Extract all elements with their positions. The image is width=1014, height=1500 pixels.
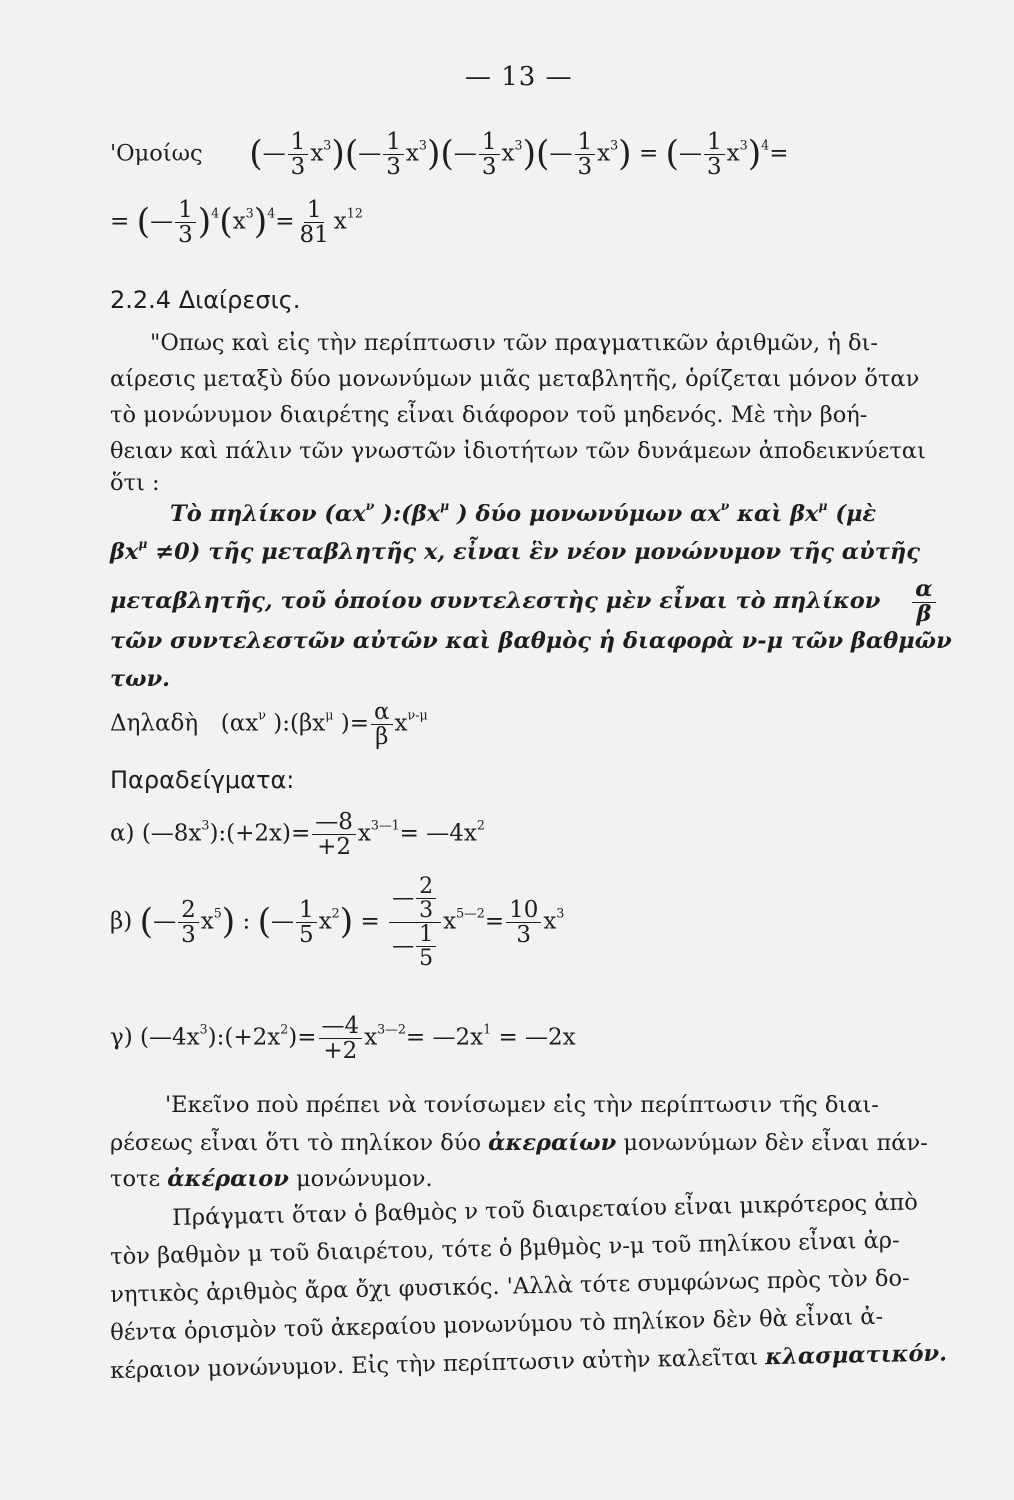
final-line-5: κέραιον μονώνυμον. Εἰς τὴν περίπτωσιν αὐτὴν καλεῖται κλασματικόν. [110, 1340, 948, 1384]
page-number: — 13 — [465, 62, 573, 92]
example-line-2: = (— $\frac{1}{3}$ )$^4(x^3)^4=$ $\frac{1}{81}$ $x^{12}$ [110, 197, 363, 249]
example-c: γ) $(—4x^3):(+2x^2)=$ $\frac{—4}{+2}$ $x^{3—2}=$ $—2x^1$ = —2x [110, 1013, 576, 1065]
note-line-2: ρέσεως εἶναι ὅτι τὸ πηλίκον δύο ἀκεραίων μονωνύμων δὲν εἶναι πάν- [110, 1130, 928, 1156]
note-line-3: τοτε ἀκέραιον μονώνυμον. [110, 1166, 433, 1192]
section-heading: 2.2.4 Διαίρεσις. [110, 286, 301, 314]
example-line-1: 'Ομοίως (— $\frac{1}{3}$ $x^3)(—$ $\frac{1}{3}$ $x^3)(—$ $\frac{1}{3}$ $x^3)(—$ $\frac{1}{3}$ $x^3$) = (— $\frac{1}{3}$ $x^3)^4=$ [110, 129, 789, 181]
intro-line-2: αίρεσις μεταξὺ δύο μονωνύμων μιᾶς μεταβλητῆς, ὁρίζεται μόνον ὅταν [110, 366, 920, 392]
examples-heading: Παραδείγματα: [110, 766, 295, 794]
theorem-line-3: μεταβλητῆς, τοῦ ὁποίου συντελεστὴς μὲν εἶναι τὸ πηλίκον $\frac{\alpha}{\beta}$ [110, 578, 938, 626]
theorem-line-1: Τὸ πηλίκον ($\alpha x^\nu$ )$:(\beta x^\mu$ ) δύο μονωνύμων $\alpha x^\nu$ καὶ $\beta x^\mu$ (μὲ [170, 498, 877, 528]
example-a: α) $(—8x^3):(+2x)=$ $\frac{—8}{+2}$ $x^{3—1}=$ $—4x^2$ [110, 809, 485, 861]
example-label: 'Ομοίως [110, 140, 203, 167]
intro-line-5: ὅτι : [110, 470, 160, 496]
example-b: β) (— $\frac{2}{3}$ $x^5$) : (— $\frac{1}{5}$ $x^2$) = — $\frac{2}{3}$ — $\frac{1}{5}$ $x^{5—2}=$ $\frac{10}{3}$ $x^3$ [110, 874, 565, 972]
theorem-line-5: των. [110, 666, 171, 692]
final-line-4: θέντα ὁρισμὸν τοῦ ἀκεραίου μονωνύμου τὸ πηλίκον δὲν θὰ εἶναι ἀ- [110, 1303, 884, 1346]
intro-line-3: τὸ μονώνυμον διαιρέτης εἶναι διάφορον τοῦ μηδενός. Μὲ τὴν βοή- [110, 402, 868, 428]
theorem-line-2: $\beta x^\mu \ne 0$) τῆς μεταβλητῆς x, εἶναι ἓν νέον μονώνυμον τῆς αὐτῆς [110, 536, 920, 566]
final-line-3: νητικὸς ἀριθμὸς ἄρα ὄχι φυσικός. 'Αλλὰ τότε συμφώνως πρὸς τὸν δο- [110, 1265, 910, 1308]
namely-formula: Δηλαδὴ ($\alpha x^\nu$ )$:(\beta x^\mu$ )= $\frac{\alpha}{\beta}$ $x^{\nu-\mu}$ [110, 699, 428, 751]
theorem-line-4: τῶν συντελεστῶν αὐτῶν καὶ βαθμὸς ἡ διαφορὰ ν-μ τῶν βαθμῶν [110, 628, 952, 654]
intro-line-1: "Οπως καὶ εἰς τὴν περίπτωσιν τῶν πραγματικῶν ἀριθμῶν, ἡ δι- [150, 330, 878, 356]
final-line-2: τὸν βαθμὸν μ τοῦ διαιρέτου, τότε ὁ βμθμὸς ν-μ τοῦ πηλίκου εἶναι ἀρ- [110, 1227, 900, 1270]
note-line-1: 'Εκεῖνο ποὺ πρέπει νὰ τονίσωμεν εἰς τὴν περίπτωσιν τῆς διαι- [165, 1092, 879, 1118]
intro-line-4: θειαν καὶ πάλιν τῶν γνωστῶν ἰδιοτήτων τῶν δυνάμεων ἀποδεικνύεται [110, 438, 926, 464]
final-line-1: Πράγματι ὅταν ὁ βαθμὸς ν τοῦ διαιρεταίου εἶναι μικρότερος ἀπὸ [172, 1189, 919, 1231]
